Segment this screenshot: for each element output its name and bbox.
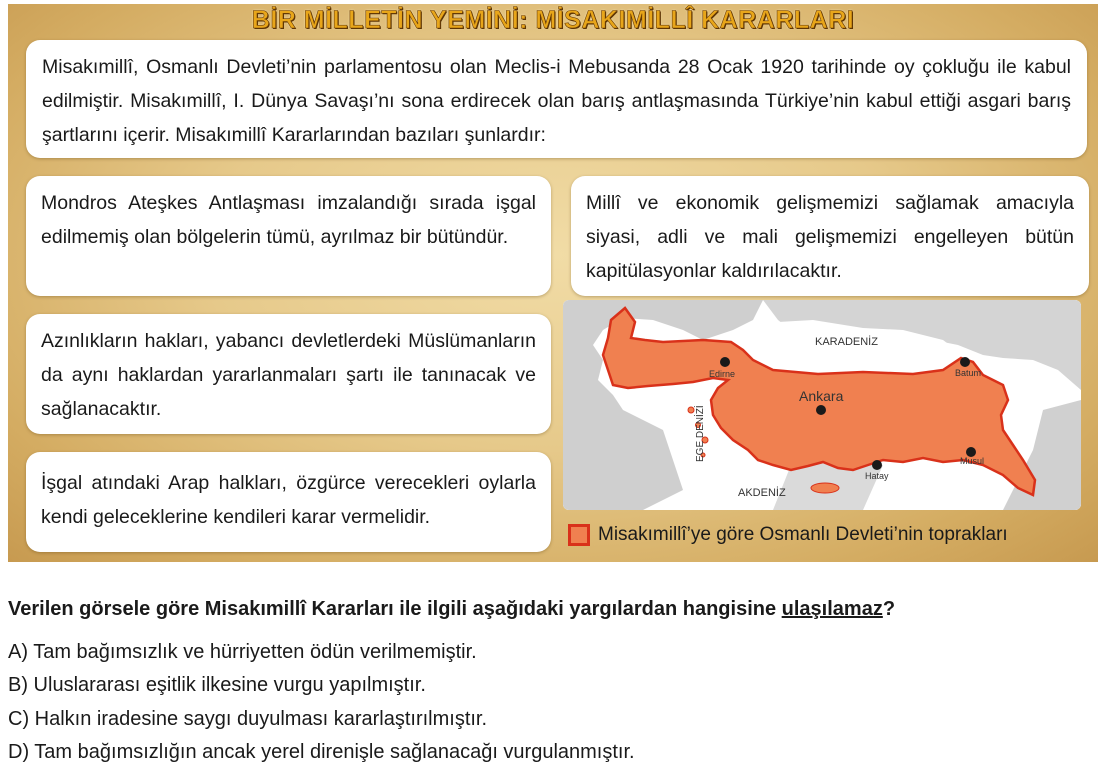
edirne-dot xyxy=(720,357,730,367)
map-svg xyxy=(563,300,1081,510)
musul-label: Musul xyxy=(960,456,985,466)
ankara-dot xyxy=(816,405,826,415)
option-c[interactable]: C) Halkın iradesine saygı duyulması kararlaştırılmıştır. xyxy=(8,708,488,730)
legend-swatch xyxy=(568,524,590,546)
decision-card-2 xyxy=(571,176,1089,296)
ankara-label: Ankara xyxy=(799,388,844,404)
option-a[interactable]: A) Tam bağımsızlık ve hürriyetten ödün verilmemiştir. xyxy=(8,641,477,663)
decision-card-3 xyxy=(26,314,551,434)
batum-dot xyxy=(960,357,970,367)
misakimilli-map xyxy=(563,300,1081,510)
batum-label: Batum xyxy=(955,368,982,378)
intro-text: Misakımillî, Osmanlı Devleti’nin parlamentosu olan Meclis-i Mebusanda 28 Ocak 1920 tarihinde oy çokluğu ile kabul edilmiştir. Misakımillî, I. Dünya Savaşı’nı sona erdirecek olan barış antlaşmasında Türkiye’nin kabul ettiği asgari barış şartlarını içerir. Misakımillî Kararlarından bazıları şunlardır: xyxy=(42,56,1071,146)
island xyxy=(688,407,694,413)
decision-text-2: Millî ve ekonomik gelişmemizi sağlamak amacıyla siyasi, adli ve mali gelişmemizi engelleyen bütün kapitülasyonlar kaldırılacaktır. xyxy=(586,192,1074,282)
option-d[interactable]: D) Tam bağımsızlığın ancak yerel direnişle sağlanacağı vurgulanmıştır. xyxy=(8,741,635,763)
intro-card xyxy=(26,40,1087,158)
aegean-sea-label: EGE DENİZİ xyxy=(695,405,706,462)
decision-text-1: Mondros Ateşkes Antlaşması imzalandığı sırada işgal edilmemiş olan bölgelerin tümü, ayrılmaz bir bütündür. xyxy=(41,192,536,248)
decision-text-3: Azınlıkların hakları, yabancı devletlerdeki Müslümanların da aynı haklardan yararlanmaları şartı ile tanınacak ve sağlanacaktır. xyxy=(41,330,536,420)
option-b[interactable]: B) Uluslararası eşitlik ilkesine vurgu yapılmıştır. xyxy=(8,674,426,696)
question-underlined: ulaşılamaz xyxy=(781,598,883,620)
question-mark: ? xyxy=(882,598,896,620)
panel-title: BİR MİLLETİN YEMİNİ: MİSAKIMİLLÎ KARARLARI xyxy=(251,6,855,34)
decision-card-4 xyxy=(26,452,551,552)
question-part: Verilen görsele göre Misakımillî Kararları ile ilgili aşağıdaki yargılardan hangisine xyxy=(8,598,782,620)
edirne-label: Edirne xyxy=(709,369,736,379)
mediterranean-label: AKDENİZ xyxy=(738,487,786,499)
legend-text: Misakımillî’ye göre Osmanlı Devleti’nin toprakları xyxy=(598,524,1008,545)
decision-card-1 xyxy=(26,176,551,296)
cyprus-island xyxy=(811,483,839,493)
hatay-label: Hatay xyxy=(865,471,889,481)
decision-text-4: İşgal atındaki Arap halkları, özgürce verecekleri oylarla kendi geleceklerine kendileri karar vermelidir. xyxy=(41,472,536,528)
question-text xyxy=(8,598,895,621)
map-legend xyxy=(568,520,1008,550)
hatay-dot xyxy=(872,460,882,470)
black-sea-label: KARADENİZ xyxy=(815,336,878,348)
